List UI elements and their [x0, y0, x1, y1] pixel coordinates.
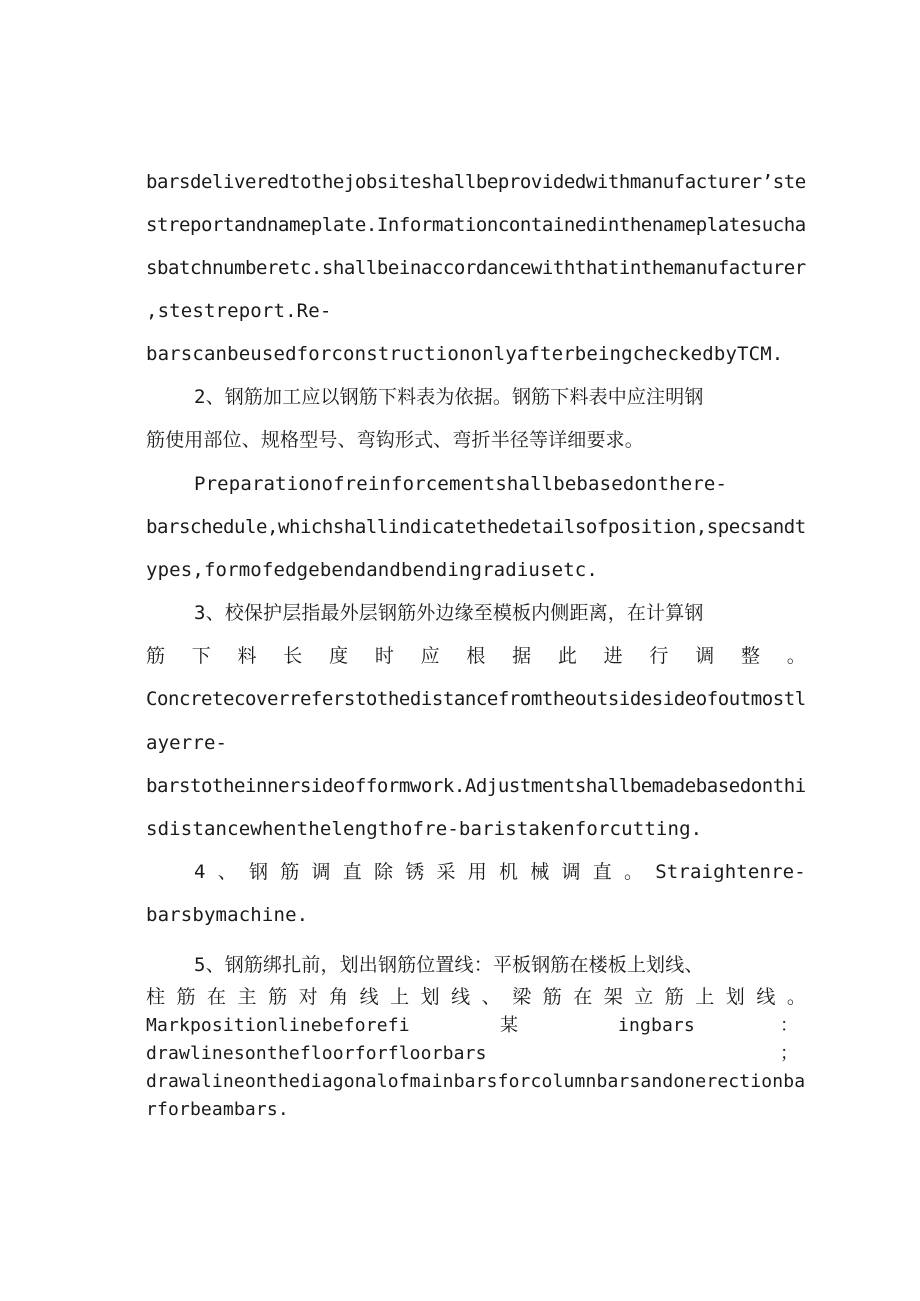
text-glyph: 线 [756, 986, 776, 1008]
text-glyph: 度 [329, 645, 349, 667]
text-line: sdistancewhenthelengthofre-baristakenforcutting. [146, 818, 703, 840]
item-5-heading: 5、钢筋绑扎前，划出钢筋位置线：平板钢筋在楼板上划线、 [194, 954, 704, 976]
text-glyph: 调 [695, 645, 715, 667]
text-glyph: 整 [740, 645, 761, 667]
text-glyph: 划 [420, 986, 440, 1008]
text-glyph: 用 [467, 861, 487, 883]
text-glyph: 。 [623, 861, 644, 883]
text-glyph: 。 [786, 986, 806, 1008]
spread-text-line [146, 985, 806, 1009]
text-glyph: 筋 [280, 861, 300, 883]
text-glyph: 钢 [248, 861, 269, 883]
text-glyph: 架 [603, 986, 623, 1008]
text-glyph: 下 [191, 645, 211, 667]
text-glyph: 长 [283, 645, 303, 667]
text-glyph: 在 [207, 986, 227, 1008]
text-glyph: 、 [481, 986, 501, 1008]
text-fragment: ； [780, 1043, 799, 1064]
text-line: barstotheinnersideofformwork.Adjustmentshallbemadebasedonthi [146, 775, 806, 797]
text-line: drawalineonthediagonalofmainbarsforcolumnbarsandonerectionba [146, 1071, 806, 1092]
text-line: ayerre- [146, 732, 228, 754]
text-glyph: 。 [786, 645, 806, 667]
text-line: streportandnameplate.Informationcontainedinthenameplatesucha [146, 214, 806, 236]
text-glyph: 料 [237, 645, 257, 667]
text-fragment: ： [780, 1015, 799, 1036]
text-line: ,stestreport.Re- [146, 300, 332, 322]
text-line: barsbymachine. [146, 904, 309, 926]
text-glyph: 线 [451, 986, 471, 1008]
text-glyph: 械 [530, 861, 550, 883]
text-glyph: 对 [298, 986, 318, 1008]
text-line: Preparationofreinforcementshallbebasedonthere- [194, 473, 728, 495]
text-glyph: Straightenre- [655, 861, 806, 883]
text-line: 筋使用部位、规格型号、弯钩形式、弯折半径等详细要求。 [146, 429, 644, 451]
text-line: Concretecoverreferstothedistancefromtheoutsidesideofoutmostl [146, 688, 806, 710]
text-glyph: 机 [498, 861, 519, 883]
text-glyph: 锈 [405, 861, 425, 883]
text-line: barschedule,whichshallindicatethedetailsofposition,specsandt [146, 516, 806, 538]
text-fragment: drawlinesonthefloorforfloorbars [146, 1043, 487, 1064]
spread-text-line [146, 644, 806, 668]
text-glyph: 根 [466, 645, 486, 667]
text-glyph: 筋 [542, 986, 562, 1008]
item-4-heading [194, 860, 806, 884]
text-glyph: 主 [237, 986, 257, 1008]
text-glyph: 筋 [664, 986, 684, 1008]
text-glyph: 据 [512, 645, 532, 667]
text-line: barsdeliveredtothejobsiteshallbeprovidedwithmanufacturer’ste [146, 171, 806, 193]
text-glyph: 在 [573, 986, 593, 1008]
text-line: ypes,formofedgebendandbendingradiusetc. [146, 559, 598, 581]
text-glyph: 柱 [146, 986, 166, 1008]
text-glyph: 时 [374, 645, 394, 667]
text-fragment: Markpositionlinebeforefi [146, 1015, 410, 1036]
text-glyph: 立 [634, 986, 654, 1008]
text-glyph: 直 [592, 861, 612, 883]
text-glyph: 直 [342, 861, 362, 883]
text-glyph: 应 [420, 645, 440, 667]
item-2-heading: 2、钢筋加工应以钢筋下料表为依据。钢筋下料表中应注明钢 [194, 386, 704, 408]
text-glyph: 行 [649, 645, 669, 667]
text-glyph: 角 [329, 986, 349, 1008]
text-glyph: 此 [557, 645, 578, 667]
text-line: sbatchnumberetc.shallbeinaccordancewiththatinthemanufacturer [146, 257, 806, 279]
text-glyph: 上 [390, 986, 410, 1008]
item-3-heading: 3、校保护层指最外层钢筋外边缘至模板内侧距离，在计算钢 [194, 602, 704, 624]
text-glyph: 划 [725, 986, 745, 1008]
text-glyph: 除 [373, 861, 394, 883]
text-glyph: 筋 [146, 645, 166, 667]
text-glyph: 、 [217, 861, 237, 883]
text-fragment: ingbars [618, 1015, 695, 1036]
text-fragment: 某 [500, 1015, 519, 1036]
text-glyph: 调 [561, 861, 581, 883]
text-glyph: 筋 [268, 986, 288, 1008]
text-glyph: 采 [436, 861, 456, 883]
text-glyph: 筋 [176, 986, 196, 1008]
text-line: rforbeambars. [146, 1099, 289, 1120]
text-glyph: 梁 [512, 986, 532, 1008]
text-glyph: 调 [311, 861, 331, 883]
text-glyph: 上 [695, 986, 715, 1008]
text-line: barscanbeusedforconstructiononlyafterbeingcheckedbyTCM. [146, 343, 784, 365]
text-glyph: 线 [359, 986, 379, 1008]
text-glyph: 4 [194, 861, 206, 883]
text-glyph: 进 [603, 645, 623, 667]
